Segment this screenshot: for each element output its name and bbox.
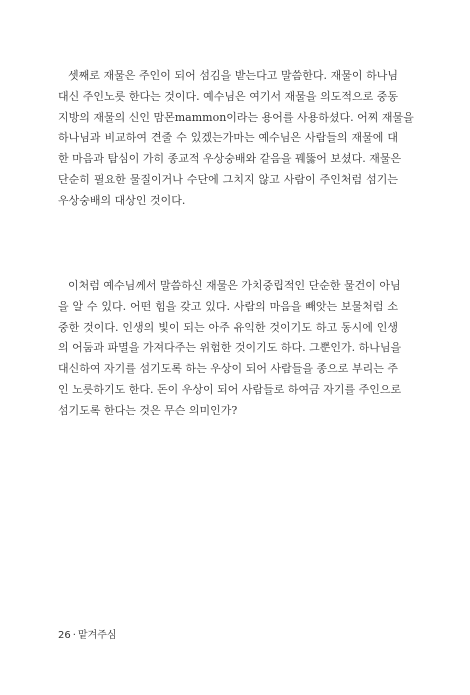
paragraph-line: 우상숭배의 대상인 것이다. <box>58 193 186 207</box>
page-number: 26 <box>58 630 71 641</box>
paragraph-line: 섬기도록 한다는 것은 무슨 의미인가? <box>58 403 238 417</box>
paragraph-line: 단순히 필요한 물질이거나 수단에 그치지 않고 사람이 주인처럼 섬기는 <box>58 172 398 186</box>
page-footer <box>58 626 117 641</box>
paragraph-line: 지방의 재물의 신인 맘몬mammon이라는 용어를 사용하셨다. 어찌 재물을 <box>58 110 414 124</box>
paragraph-line: 대신 주인노릇 한다는 것이다. 예수님은 여기서 재물을 의도적으로 중동 <box>58 89 398 103</box>
paragraph-line: 대신하여 자기를 섬기도록 하는 우상이 되어 사람들을 종으로 부리는 주 <box>58 362 398 376</box>
paragraph-line: 한 마음과 탐심이 가히 종교적 우상숭배와 같음을 꿰뚫어 보셨다. 재물은 <box>58 152 402 166</box>
book-title: 맡겨주심 <box>77 630 117 641</box>
paragraph-line: 을 알 수 있다. 어떤 힘을 갖고 있다. 사람의 마음을 빼앗는 보물처럼 소 <box>58 299 398 313</box>
paragraph-line: 인 노릇하기도 한다. 돈이 우상이 되어 사람들로 하여금 자기를 주인으로 <box>58 382 402 396</box>
paragraph-2 <box>58 276 402 422</box>
paragraph-line: 하나님과 비교하여 견줄 수 있겠는가마는 예수님은 사람들의 재물에 대 <box>58 131 398 145</box>
paragraph-1 <box>58 66 414 212</box>
paragraph-line: 이처럼 예수님께서 말씀하신 재물은 가치중립적인 단순한 물건이 아님 <box>68 279 401 292</box>
paragraph-line: 중한 것이다. 인생의 빛이 되는 아주 유익한 것이기도 하고 동시에 인생 <box>58 320 398 334</box>
footer-separator: · <box>72 630 76 641</box>
paragraph-line: 셋째로 재물은 주인이 되어 섬김을 받는다고 말씀한다. 재물이 하나님 <box>68 69 398 82</box>
paragraph-line: 의 어둠과 파멸을 가져다주는 위험한 것이기도 하다. 그뿐인가. 하나님을 <box>58 341 402 355</box>
